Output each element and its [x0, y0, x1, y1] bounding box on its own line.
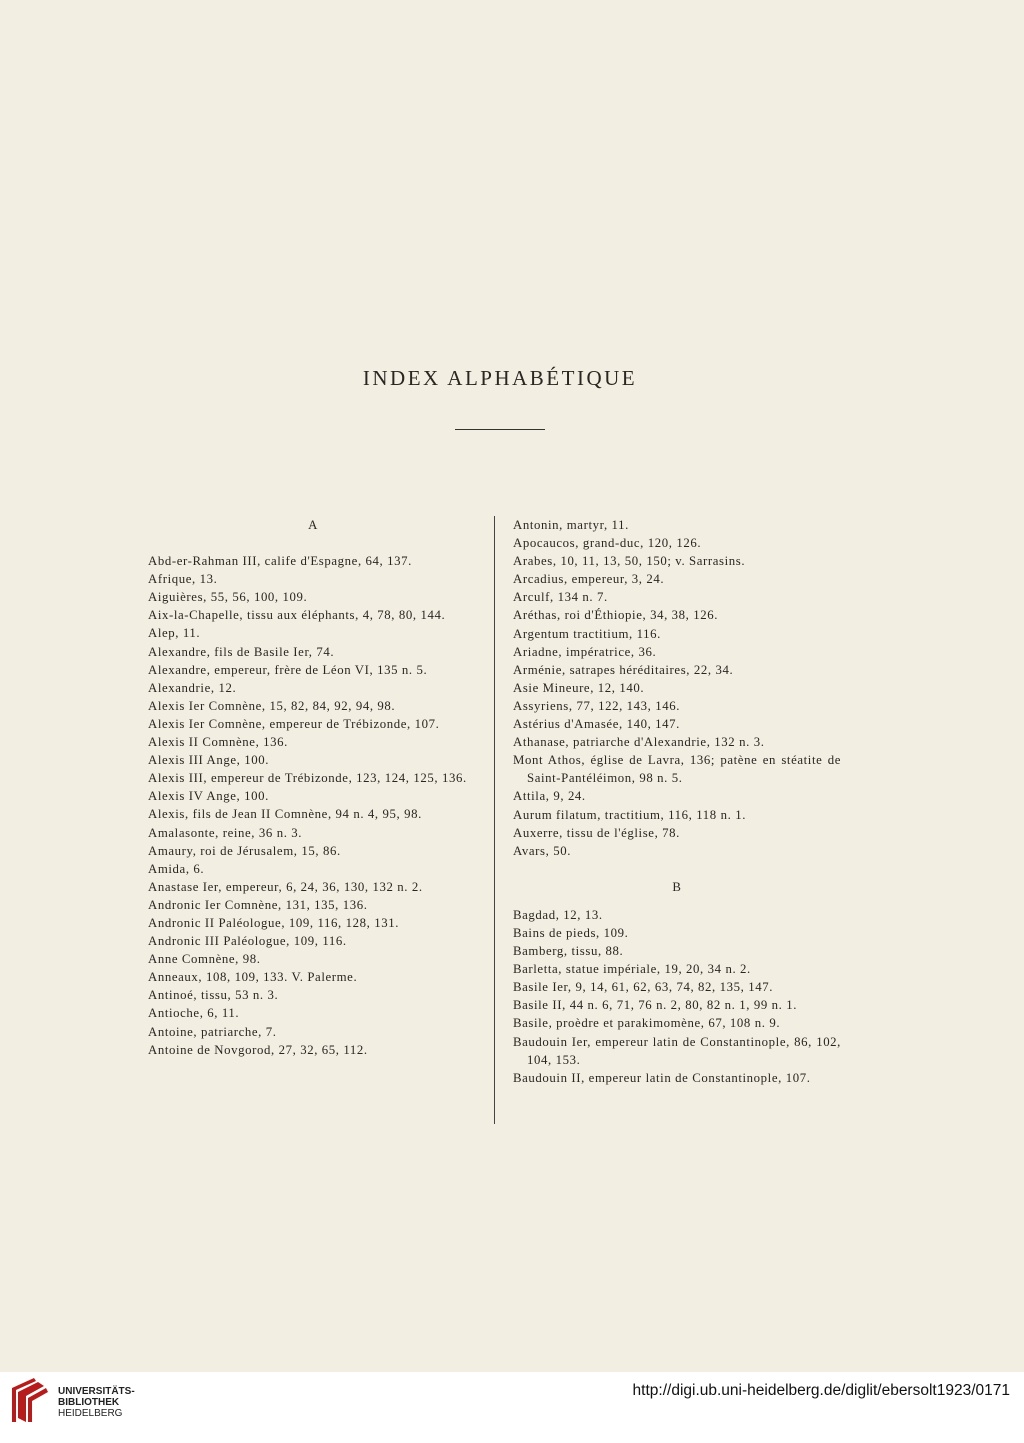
index-entry: Assyriens, 77, 122, 143, 146. — [513, 698, 681, 713]
index-entry: Astérius d'Amasée, 140, 147. — [513, 717, 680, 732]
index-entry: Asie Mineure, 12, 140. — [513, 680, 645, 695]
index-entry: Antoine de Novgorod, 27, 32, 65, 112. — [148, 1042, 368, 1057]
library-footer — [0, 1372, 1024, 1443]
index-entry: Alexis IV Ange, 100. — [148, 789, 269, 804]
index-entry: Basile, proèdre et parakimomène, 67, 108 n. 9. — [513, 1016, 781, 1031]
logo-line-2: BIBLIOTHEK — [58, 1397, 120, 1408]
index-entry: Afrique, 13. — [148, 572, 218, 587]
index-entry: Arculf, 134 n. 7. — [513, 590, 608, 605]
index-entry: Antoine, patriarche, 7. — [148, 1024, 277, 1039]
index-entry: Alexis Ier Comnène, 15, 82, 84, 92, 94, 98. — [148, 698, 396, 713]
library-logo-text[interactable] — [58, 1386, 135, 1419]
index-entry: Alexis Ier Comnène, empereur de Trébizonde, 107. — [148, 716, 440, 731]
index-entry: Anneaux, 108, 109, 133. V. Palerme. — [148, 970, 358, 985]
right-entry-list-a — [513, 516, 841, 860]
index-entry: Alexis, fils de Jean II Comnène, 94 n. 4, 95, 98. — [148, 807, 422, 822]
index-entry: Baudouin Ier, empereur latin de Constantinople, 86, 102, 104, 153. — [513, 1034, 841, 1067]
index-entry: Antioche, 6, 11. — [148, 1006, 240, 1021]
section-letter-a: A — [308, 518, 318, 532]
index-entry: Andronic II Paléologue, 109, 116, 128, 131. — [148, 915, 400, 930]
index-entry: Apocaucos, grand-duc, 120, 126. — [513, 536, 702, 551]
index-entry: Aurum filatum, tractitium, 116, 118 n. 1. — [513, 807, 746, 822]
index-column-right — [513, 516, 841, 1087]
column-divider — [494, 516, 495, 1124]
index-entry: Arabes, 10, 11, 13, 50, 150; v. Sarrasins. — [513, 554, 746, 569]
index-entry: Basile II, 44 n. 6, 71, 76 n. 2, 80, 82 n. 1, 99 n. 1. — [513, 998, 798, 1013]
index-column-left — [148, 516, 478, 1059]
index-entry: Andronic III Paléologue, 109, 116. — [148, 934, 347, 949]
right-entry-list-b — [513, 906, 841, 1087]
index-entry: Amida, 6. — [148, 861, 205, 876]
index-entry: Avars, 50. — [513, 843, 572, 858]
index-entry: Bains de pieds, 109. — [513, 925, 629, 940]
index-entry: Anastase Ier, empereur, 6, 24, 36, 130, 132 n. 2. — [148, 879, 423, 894]
index-entry: Aréthas, roi d'Éthiopie, 34, 38, 126. — [513, 608, 719, 623]
index-entry: Baudouin II, empereur latin de Constantinople, 107. — [513, 1070, 811, 1085]
index-entry: Alexandre, fils de Basile Ier, 74. — [148, 644, 335, 659]
index-entry: Antonin, martyr, 11. — [513, 518, 629, 532]
index-entry: Alexis III Ange, 100. — [148, 753, 269, 768]
index-entry: Andronic Ier Comnène, 131, 135, 136. — [148, 897, 368, 912]
source-url-link[interactable]: http://digi.ub.uni-heidelberg.de/diglit/ebersolt1923/0171 — [632, 1382, 1010, 1399]
index-entry: Alexis II Comnène, 136. — [148, 735, 288, 750]
title-rule — [455, 429, 545, 430]
index-entry: Antinoé, tissu, 53 n. 3. — [148, 988, 279, 1003]
index-entry: Aix-la-Chapelle, tissu aux éléphants, 4, 78, 80, 144. — [148, 608, 446, 623]
index-entry: Barletta, statue impériale, 19, 20, 34 n. 2. — [513, 962, 751, 977]
index-entry: Bagdad, 12, 13. — [513, 907, 603, 922]
section-letter-b: B — [672, 879, 682, 894]
index-entry: Arménie, satrapes héréditaires, 22, 34. — [513, 662, 734, 677]
logo-line-1: UNIVERSITÄTS- — [58, 1386, 135, 1397]
index-entry: Arcadius, empereur, 3, 24. — [513, 572, 665, 587]
index-entry: Aiguières, 55, 56, 100, 109. — [148, 590, 308, 605]
index-entry: Mont Athos, église de Lavra, 136; patène en stéatite de Saint-Pantéléimon, 98 n. 5. — [513, 753, 841, 786]
index-entry: Alexis III, empereur de Trébizonde, 123, 124, 125, 136. — [148, 771, 467, 786]
index-entry: Abd-er-Rahman III, calife d'Espagne, 64, 137. — [148, 554, 412, 569]
logo-line-3: HEIDELBERG — [58, 1408, 123, 1419]
index-entry: Alexandrie, 12. — [148, 680, 237, 695]
page-title: INDEX ALPHABÉTIQUE — [362, 366, 638, 390]
index-entry: Basile Ier, 9, 14, 61, 62, 63, 74, 82, 135, 147. — [513, 980, 774, 995]
index-entry: Amaury, roi de Jérusalem, 15, 86. — [148, 843, 341, 858]
index-entry: Athanase, patriarche d'Alexandrie, 132 n. 3. — [513, 735, 765, 750]
index-entry: Alexandre, empereur, frère de Léon VI, 135 n. 5. — [148, 662, 428, 677]
index-entry: Attila, 9, 24. — [513, 789, 586, 804]
index-entry: Auxerre, tissu de l'église, 78. — [513, 825, 680, 840]
index-entry: Amalasonte, reine, 36 n. 3. — [148, 825, 303, 840]
index-entry: Bamberg, tissu, 88. — [513, 944, 624, 959]
index-entry: Alep, 11. — [148, 626, 201, 641]
left-entry-list — [148, 552, 478, 1059]
index-entry: Anne Comnène, 98. — [148, 952, 261, 967]
index-entry: Ariadne, impératrice, 36. — [513, 644, 657, 659]
index-entry: Argentum tractitium, 116. — [513, 626, 661, 641]
library-logo-icon[interactable] — [8, 1378, 52, 1426]
